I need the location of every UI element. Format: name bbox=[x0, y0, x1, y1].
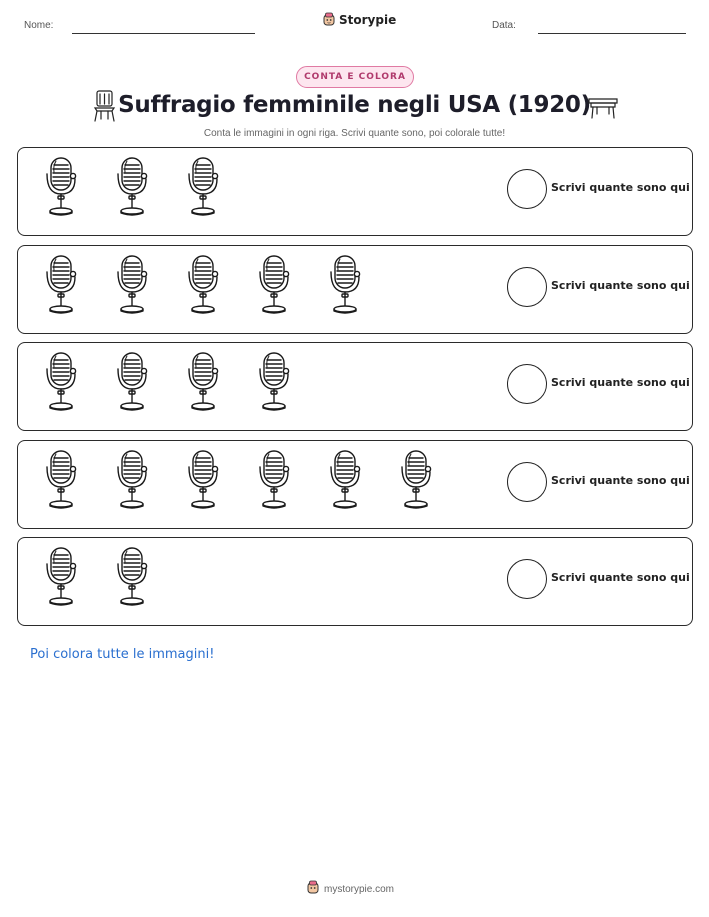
brand-logo bbox=[322, 12, 396, 27]
answer-circle[interactable] bbox=[507, 559, 547, 599]
microphone-icon[interactable] bbox=[30, 546, 91, 610]
counting-row bbox=[17, 342, 693, 431]
storypie-logo-icon bbox=[322, 12, 336, 27]
microphone-icon[interactable] bbox=[385, 449, 446, 513]
item-group bbox=[30, 351, 304, 415]
microphone-icon[interactable] bbox=[172, 254, 233, 318]
name-label: Nome: bbox=[24, 20, 54, 31]
microphone-icon[interactable] bbox=[314, 449, 375, 513]
answer-label: Scrivi quante sono qui bbox=[551, 376, 690, 389]
answer-label: Scrivi quante sono qui bbox=[551, 181, 690, 194]
microphone-icon[interactable] bbox=[30, 351, 91, 415]
item-group bbox=[30, 156, 233, 220]
title-row bbox=[0, 88, 709, 128]
instructions: Conta le immagini in ogni riga. Scrivi quante sono, poi colorale tutte! bbox=[203, 128, 506, 139]
microphone-icon[interactable] bbox=[101, 254, 162, 318]
counting-row bbox=[17, 245, 693, 334]
answer-circle[interactable] bbox=[507, 462, 547, 502]
microphone-icon[interactable] bbox=[30, 254, 91, 318]
date-label: Data: bbox=[492, 20, 516, 31]
site-url: mystorypie.com bbox=[324, 884, 395, 895]
brand-name: Storypie bbox=[339, 12, 397, 27]
microphone-icon[interactable] bbox=[243, 449, 304, 513]
microphone-icon[interactable] bbox=[101, 156, 162, 220]
answer-circle[interactable] bbox=[507, 169, 547, 209]
page-title: Suffragio femminile negli USA (1920) bbox=[118, 92, 591, 118]
microphone-icon[interactable] bbox=[101, 351, 162, 415]
microphone-icon[interactable] bbox=[243, 351, 304, 415]
item-group bbox=[30, 254, 375, 318]
counting-row bbox=[17, 537, 693, 626]
answer-label: Scrivi quante sono qui bbox=[551, 278, 690, 292]
item-group bbox=[30, 546, 162, 610]
counting-row bbox=[17, 440, 693, 529]
microphone-icon[interactable] bbox=[30, 449, 91, 513]
worksheet-header bbox=[0, 0, 709, 50]
counting-row bbox=[17, 147, 693, 236]
microphone-icon[interactable] bbox=[172, 449, 233, 513]
table-icon bbox=[587, 94, 619, 124]
microphone-icon[interactable] bbox=[172, 351, 233, 415]
answer-label: Scrivi quante sono qui bbox=[551, 571, 690, 584]
answer-circle[interactable] bbox=[507, 267, 547, 307]
site-footer bbox=[306, 880, 394, 899]
microphone-icon[interactable] bbox=[172, 156, 233, 220]
microphone-icon[interactable] bbox=[30, 156, 91, 220]
date-line[interactable] bbox=[538, 33, 686, 34]
activity-badge: CONTA E COLORA bbox=[296, 66, 414, 88]
answer-label: Scrivi quante sono qui bbox=[551, 473, 690, 487]
microphone-icon[interactable] bbox=[243, 254, 304, 318]
microphone-icon[interactable] bbox=[101, 546, 162, 610]
item-group bbox=[30, 449, 446, 513]
microphone-icon[interactable] bbox=[101, 449, 162, 513]
microphone-icon[interactable] bbox=[314, 254, 375, 318]
answer-circle[interactable] bbox=[507, 364, 547, 404]
name-line[interactable] bbox=[72, 33, 255, 34]
storypie-logo-icon bbox=[306, 880, 320, 899]
footer-note: Poi colora tutte le immagini! bbox=[30, 647, 215, 662]
